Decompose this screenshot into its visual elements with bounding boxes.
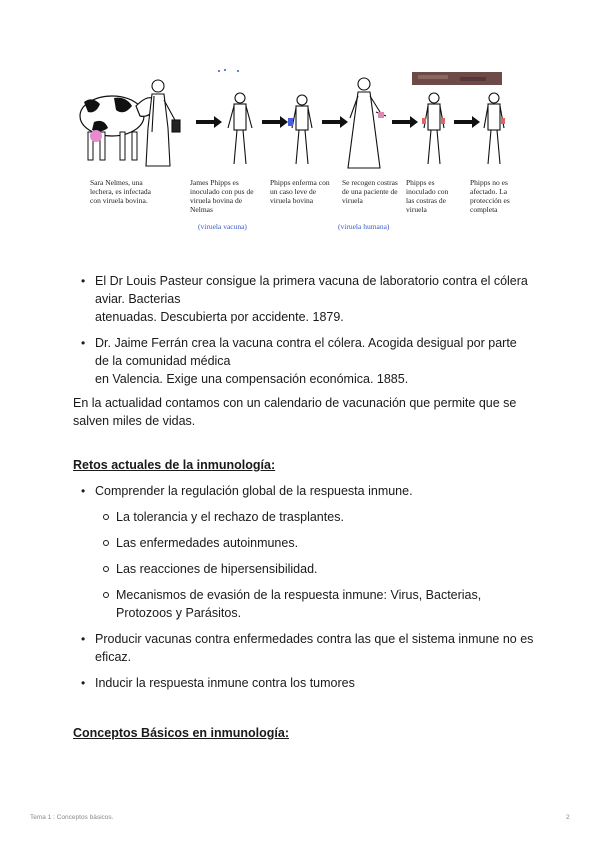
figure-note: (viruela vacuna) bbox=[198, 222, 247, 231]
sub-list-item: La tolerancia y el rechazo de trasplantes. bbox=[73, 508, 533, 526]
sick-boy-icon bbox=[288, 95, 312, 164]
footer-title: Tema 1 : Conceptos básicos. bbox=[30, 814, 114, 821]
figure-caption: Sara Nelmes, una lechera, es infectada con viruela bovina. bbox=[90, 178, 151, 205]
list-item: • Inducir la respuesta inmune contra los tumores bbox=[73, 674, 533, 692]
arrow-icon bbox=[392, 116, 418, 128]
list-item: • Comprender la regulación global de la respuesta inmune. bbox=[73, 482, 533, 500]
figure-note: (viruela humana) bbox=[338, 222, 390, 231]
list-item bbox=[73, 334, 533, 388]
arrow-icon bbox=[322, 116, 348, 128]
arrow-icon bbox=[196, 116, 222, 128]
figure-caption: Se recogen costras de una paciente de viruela bbox=[342, 178, 398, 205]
arrow-icon bbox=[454, 116, 480, 128]
figure-caption: James Phipps es inoculado con pus de viruela bovina de Nelmas bbox=[190, 178, 254, 214]
list-item bbox=[73, 272, 533, 326]
vaccination-illustration bbox=[74, 66, 530, 236]
section-heading: Conceptos Básicos en inmunología: bbox=[73, 726, 289, 740]
woman-patient-icon bbox=[348, 78, 386, 168]
list-item-text: El Dr Louis Pasteur consigue la primera vacuna de laboratorio contra el cólera aviar. Bacterias bbox=[95, 274, 528, 306]
boy-inoculated-icon bbox=[422, 93, 445, 164]
arrow-icon bbox=[262, 116, 288, 128]
boy-protected-icon bbox=[484, 93, 505, 164]
main-content bbox=[73, 272, 533, 742]
milkmaid-icon bbox=[146, 80, 180, 166]
section-heading: Retos actuales de la inmunología: bbox=[73, 458, 276, 472]
list-item-text: atenuadas. Descubierta por accidente. 1879. bbox=[95, 310, 344, 324]
list-item: • Producir vacunas contra enfermedades contra las que el sistema inmune no es eficaz. bbox=[73, 630, 535, 666]
figure-caption: Phipps no es afectado. La protección es completa bbox=[470, 178, 510, 214]
cow-icon bbox=[80, 96, 154, 160]
sub-list-item: Mecanismos de evasión de la respuesta inmune: Virus, Bacterias, Protozoos y Parásitos. bbox=[73, 586, 536, 622]
list-item-text: en Valencia. Exige una compensación económica. 1885. bbox=[95, 372, 409, 386]
sub-list-item: Las reacciones de hipersensibilidad. bbox=[73, 560, 533, 578]
list-item-text: Dr. Jaime Ferrán crea la vacuna contra el cólera. Acogida desigual por parte de la comunidad médica bbox=[95, 336, 517, 368]
page-number: 2 bbox=[566, 814, 570, 821]
figure-caption: Phipps enferma con un caso leve de viruela bovina bbox=[270, 178, 330, 205]
sub-list-item: Las enfermedades autoinmunes. bbox=[73, 534, 533, 552]
figure-caption: Phipps es inoculado con las costras de viruela bbox=[406, 178, 449, 214]
vaccination-history-figure bbox=[74, 66, 530, 236]
body-paragraph: En la actualidad contamos con un calendario de vacunación que permite que se salven miles de vidas. bbox=[73, 396, 517, 428]
boy-icon bbox=[228, 93, 252, 164]
